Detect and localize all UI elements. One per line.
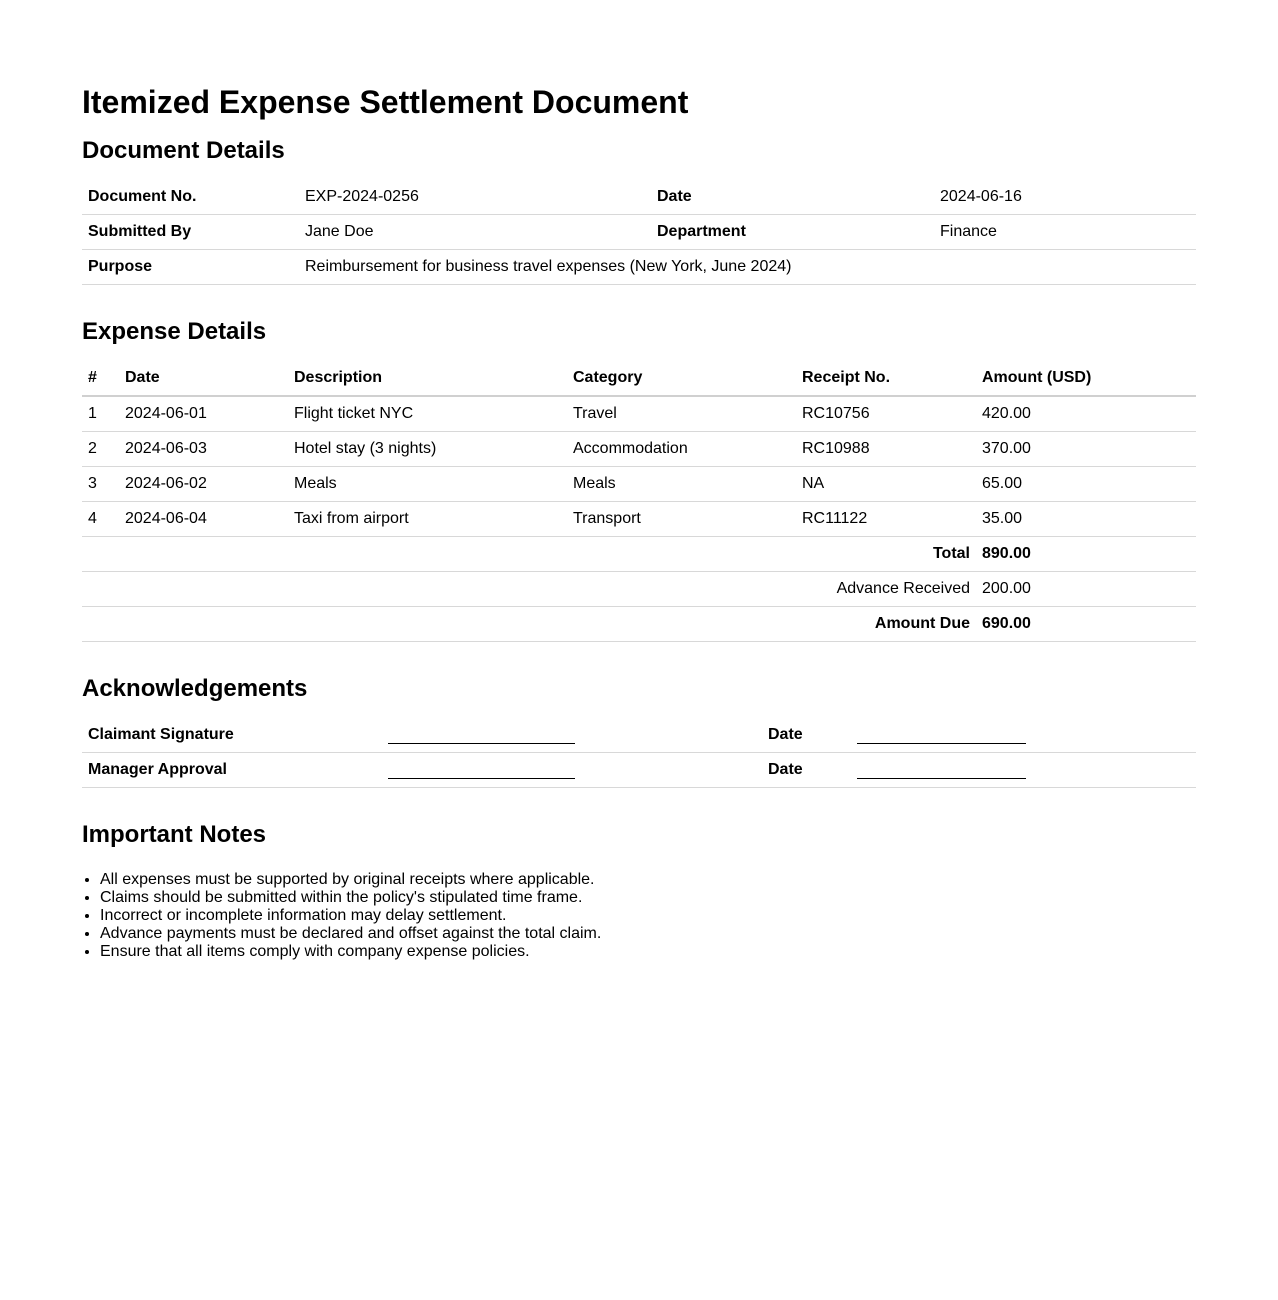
row-receipt: RC10988: [796, 432, 976, 467]
date-value: 2024-06-16: [934, 180, 1196, 215]
row-receipt: RC10756: [796, 396, 976, 432]
advance-label: Advance Received: [82, 572, 976, 607]
department-label: Department: [651, 215, 934, 250]
total-value: 890.00: [976, 537, 1196, 572]
table-row: [82, 396, 1196, 432]
table-row: [82, 432, 1196, 467]
row-amount: 370.00: [976, 432, 1196, 467]
advance-value: 200.00: [976, 572, 1196, 607]
row-description: Flight ticket NYC: [288, 396, 567, 432]
claimant-date-line[interactable]: [857, 727, 1026, 744]
manager-approval-label: Manager Approval: [82, 753, 382, 788]
row-receipt: RC11122: [796, 502, 976, 537]
col-category: Category: [573, 369, 643, 386]
purpose-value: Reimbursement for business travel expenses (New York, June 2024): [299, 250, 1196, 285]
expense-header-row: [82, 361, 1196, 396]
row-amount: 420.00: [976, 396, 1196, 432]
amount-due-row: [82, 607, 1196, 642]
row-amount: 35.00: [976, 502, 1196, 537]
row-receipt: NA: [796, 467, 976, 502]
row-date: 2024-06-02: [119, 467, 288, 502]
row-date: 2024-06-01: [119, 396, 288, 432]
row-amount: 65.00: [976, 467, 1196, 502]
important-notes-heading: Important Notes: [82, 821, 267, 848]
date-label: Date: [651, 180, 934, 215]
row-category: Accommodation: [567, 432, 796, 467]
row-number: 3: [82, 467, 119, 502]
col-number: #: [88, 369, 97, 386]
amount-due-value: 690.00: [976, 607, 1196, 642]
table-row: [82, 467, 1196, 502]
manager-date-label: Date: [762, 753, 851, 788]
submitted-by-value: Jane Doe: [299, 215, 651, 250]
table-row: [82, 502, 1196, 537]
page-title: Itemized Expense Settlement Document: [82, 84, 689, 120]
amount-due-label: Amount Due: [82, 607, 976, 642]
row-number: 4: [82, 502, 119, 537]
row-category: Meals: [567, 467, 796, 502]
expense-details-heading: Expense Details: [82, 318, 267, 345]
notes-list: [82, 871, 601, 961]
col-date: Date: [125, 369, 160, 386]
list-item: • All expenses must be supported by original receipts where applicable.: [100, 871, 601, 889]
expense-table: [82, 361, 1196, 642]
list-item: • Claims should be submitted within the policy's stipulated time frame.: [100, 889, 601, 907]
list-item: • Ensure that all items comply with company expense policies.: [100, 943, 601, 961]
col-amount: Amount (USD): [982, 369, 1092, 386]
document-details-table: [82, 180, 1196, 285]
list-item: • Advance payments must be declared and offset against the total claim.: [100, 925, 601, 943]
doc-no-label: Document No.: [82, 180, 299, 215]
col-description: Description: [294, 369, 383, 386]
list-item: • Incorrect or incomplete information may delay settlement.: [100, 907, 601, 925]
row-number: 1: [82, 396, 119, 432]
row-description: Taxi from airport: [288, 502, 567, 537]
department-value: Finance: [934, 215, 1196, 250]
doc-no-value: EXP-2024-0256: [299, 180, 651, 215]
advance-row: [82, 572, 1196, 607]
claimant-signature-line[interactable]: [388, 727, 575, 744]
row-number: 2: [82, 432, 119, 467]
manager-date-line[interactable]: [857, 762, 1026, 779]
submitted-by-label: Submitted By: [82, 215, 299, 250]
row-description: Meals: [288, 467, 567, 502]
row-category: Transport: [567, 502, 796, 537]
acknowledgements-table: [82, 718, 1196, 788]
purpose-label: Purpose: [82, 250, 299, 285]
row-category: Travel: [567, 396, 796, 432]
total-row: [82, 537, 1196, 572]
acknowledgements-heading: Acknowledgements: [82, 675, 308, 702]
row-date: 2024-06-04: [119, 502, 288, 537]
col-receipt: Receipt No.: [802, 369, 891, 386]
row-date: 2024-06-03: [119, 432, 288, 467]
total-label: Total: [82, 537, 976, 572]
claimant-signature-label: Claimant Signature: [82, 718, 382, 753]
manager-signature-line[interactable]: [388, 762, 575, 779]
row-description: Hotel stay (3 nights): [288, 432, 567, 467]
claimant-date-label: Date: [762, 718, 851, 753]
document-details-heading: Document Details: [82, 137, 285, 164]
